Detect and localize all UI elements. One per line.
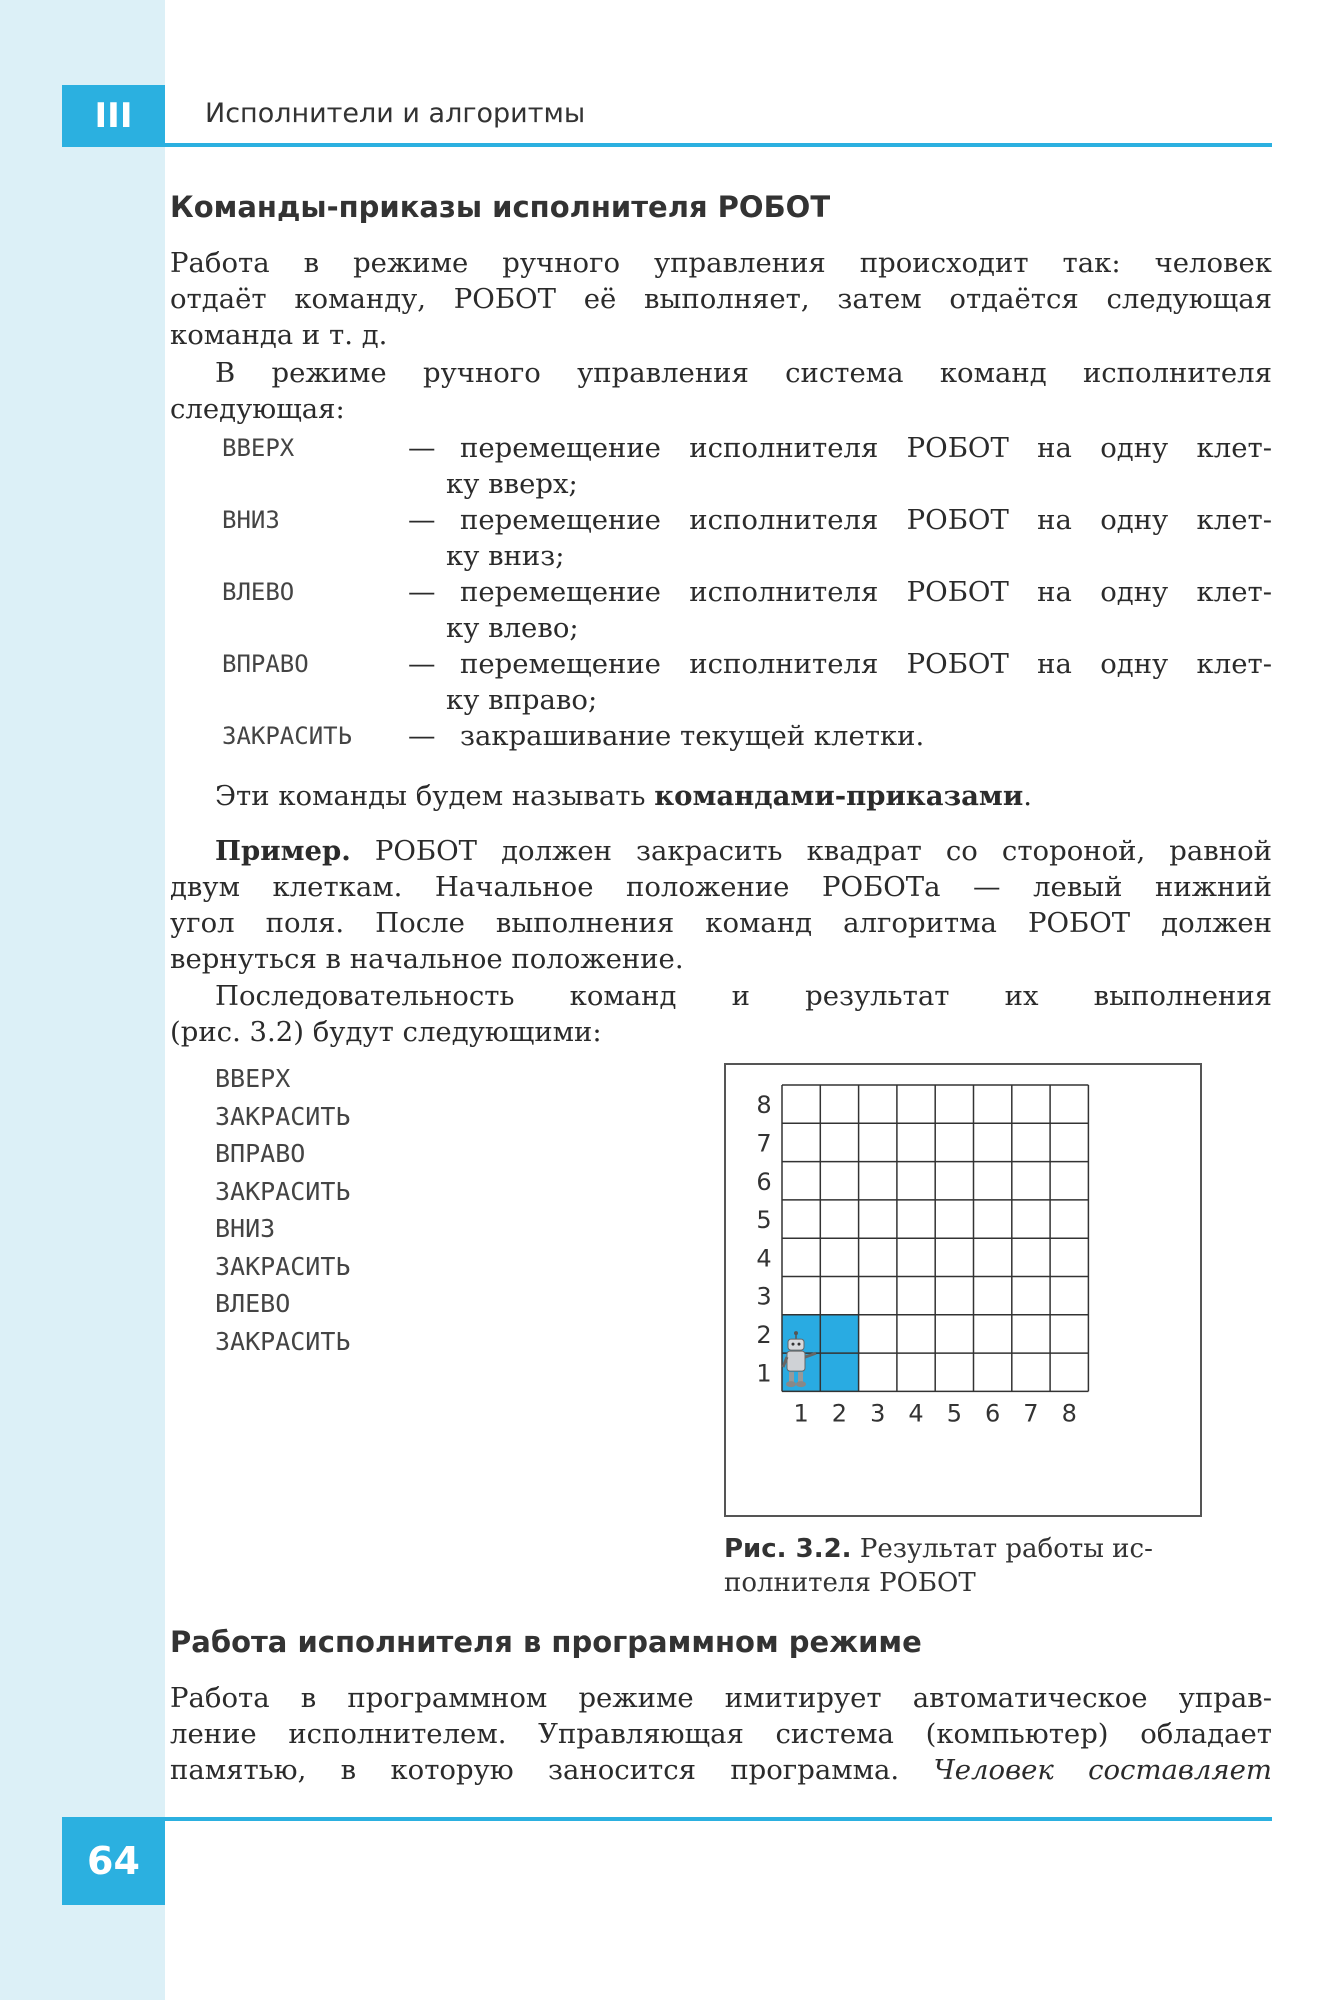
command-description xyxy=(446,502,1272,574)
robot-foot xyxy=(796,1381,806,1387)
paragraph-manual-mode xyxy=(170,245,1272,353)
command-description xyxy=(446,574,1272,646)
text-fragment: памятью, в которую заносится программа. xyxy=(170,1754,900,1786)
command-description xyxy=(446,430,1272,502)
text-line: вернуться в начальное положение. xyxy=(170,943,684,975)
page-number: 64 xyxy=(62,1817,165,1905)
row-label: 8 xyxy=(756,1091,772,1120)
description-line: ку влево; xyxy=(446,612,579,644)
text-line: (рис. 3.2) будут следующими: xyxy=(170,1016,602,1048)
text-fragment: . xyxy=(1023,780,1032,812)
left-margin-band xyxy=(0,0,165,2000)
robot-antenna-tip xyxy=(794,1331,798,1335)
description-line: перемещение исполнителя РОБОТ на одну клет- xyxy=(460,648,1272,680)
command-row xyxy=(222,574,1272,646)
caption-label: Рис. 3.2. xyxy=(724,1534,852,1564)
row-label: 6 xyxy=(756,1167,772,1196)
column-label: 7 xyxy=(1023,1399,1039,1428)
chapter-number: III xyxy=(62,85,165,147)
caption-text: полнителя РОБОТ xyxy=(724,1568,976,1598)
filled-cell xyxy=(820,1315,858,1353)
row-label: 1 xyxy=(756,1359,772,1388)
program-command: ВПРАВО xyxy=(215,1139,306,1168)
paragraph-program-mode xyxy=(170,1680,1272,1788)
text-line: команда и т. д. xyxy=(170,319,388,351)
robot-body xyxy=(787,1351,805,1371)
robot-foot xyxy=(786,1381,796,1387)
program-listing xyxy=(215,1060,350,1360)
command-name: ВПРАВО xyxy=(222,650,309,678)
program-command: ВЛЕВО xyxy=(215,1289,291,1318)
command-name: ЗАКРАСИТЬ xyxy=(222,722,353,750)
row-label: 5 xyxy=(756,1206,772,1235)
command-dash: — xyxy=(408,648,436,680)
command-name: ВНИЗ xyxy=(222,506,280,534)
text-line xyxy=(170,833,1272,869)
text-line: двум клеткам. Начальное положение РОБОТа — левый нижний xyxy=(170,871,1272,903)
row-label: 7 xyxy=(756,1129,772,1158)
text-line: В режиме ручного управления система команд исполнителя xyxy=(215,357,1272,389)
column-label: 4 xyxy=(908,1399,924,1428)
column-label: 5 xyxy=(946,1399,962,1428)
robot-field xyxy=(726,1065,1200,1515)
italic-phrase: Человек составляет xyxy=(933,1754,1272,1786)
row-label: 2 xyxy=(756,1320,772,1349)
robot-leg xyxy=(789,1372,794,1382)
description-line: перемещение исполнителя РОБОТ на одну клет- xyxy=(460,432,1272,464)
robot-eye xyxy=(798,1343,801,1346)
paragraph-orders-definition xyxy=(215,778,1215,814)
text-line: угол поля. После выполнения команд алгоритма РОБОТ должен xyxy=(170,907,1272,939)
column-label: 2 xyxy=(831,1399,848,1428)
paragraph-example xyxy=(170,833,1272,977)
description-line: ку вверх; xyxy=(446,468,578,500)
command-list xyxy=(222,430,1272,758)
program-command: ЗАКРАСИТЬ xyxy=(215,1101,351,1131)
column-label: 6 xyxy=(985,1399,1001,1428)
row-label: 3 xyxy=(756,1282,772,1311)
command-dash: — xyxy=(408,576,436,608)
command-row xyxy=(222,646,1272,718)
paragraph-sequence xyxy=(170,978,1272,1050)
text-fragment: Эти команды будем называть xyxy=(215,780,655,812)
command-name: ВВЕРХ xyxy=(222,434,295,462)
filled-cell xyxy=(820,1353,858,1391)
command-description xyxy=(460,718,1272,754)
robot-leg xyxy=(798,1372,803,1382)
description-line: ку вправо; xyxy=(446,684,598,716)
section-heading-commands: Команды-приказы исполнителя РОБОТ xyxy=(170,190,831,224)
program-command: ЗАКРАСИТЬ xyxy=(215,1326,351,1356)
command-dash: — xyxy=(408,432,436,464)
command-name: ВЛЕВО xyxy=(222,578,295,606)
description-line: перемещение исполнителя РОБОТ на одну клет- xyxy=(460,576,1272,608)
example-label: Пример. xyxy=(215,835,351,867)
section-heading-program-mode: Работа исполнителя в программном режиме xyxy=(170,1625,922,1659)
text-line: Последовательность команд и результат их выполнения xyxy=(215,980,1272,1012)
footer-rule xyxy=(62,1817,1272,1821)
text-line: следующая: xyxy=(170,393,345,425)
caption-text: Результат работы ис- xyxy=(859,1534,1153,1564)
header-rule xyxy=(62,143,1272,147)
command-description xyxy=(446,646,1272,718)
column-label: 3 xyxy=(870,1399,886,1428)
program-command: ВНИЗ xyxy=(215,1214,276,1243)
column-label: 8 xyxy=(1061,1399,1077,1428)
program-command: ВВЕРХ xyxy=(215,1064,291,1093)
command-dash: — xyxy=(408,504,436,536)
robot-head xyxy=(788,1339,804,1350)
text-line: отдаёт команду, РОБОТ её выполняет, затем отдаётся следующая xyxy=(170,283,1272,315)
figure-caption xyxy=(724,1532,1204,1600)
text-line: Работа в программном режиме имитирует автоматическое управ- xyxy=(170,1682,1272,1714)
text-fragment: РОБОТ должен закрасить квадрат со стороной, равной xyxy=(374,835,1272,867)
description-line: ку вниз; xyxy=(446,540,565,572)
figure-robot-grid xyxy=(724,1063,1202,1517)
command-dash: — xyxy=(408,720,436,752)
program-command: ЗАКРАСИТЬ xyxy=(215,1176,351,1206)
program-command: ЗАКРАСИТЬ xyxy=(215,1251,351,1281)
text-line: ление исполнителем. Управляющая система (компьютер) обладает xyxy=(170,1718,1272,1750)
column-label: 1 xyxy=(793,1399,809,1428)
command-row xyxy=(222,430,1272,502)
description-line: перемещение исполнителя РОБОТ на одну клет- xyxy=(460,504,1272,536)
paragraph-command-system xyxy=(170,355,1272,427)
robot-eye xyxy=(792,1343,795,1346)
text-line: Работа в режиме ручного управления происходит так: человек xyxy=(170,247,1272,279)
description-line: закрашивание текущей клетки. xyxy=(460,720,925,752)
term-commands-orders: командами-приказами xyxy=(654,780,1024,812)
row-label: 4 xyxy=(756,1244,772,1273)
text-line xyxy=(170,1752,1272,1788)
command-row xyxy=(222,502,1272,574)
running-header-title: Исполнители и алгоритмы xyxy=(205,98,586,129)
command-row xyxy=(222,718,1272,758)
